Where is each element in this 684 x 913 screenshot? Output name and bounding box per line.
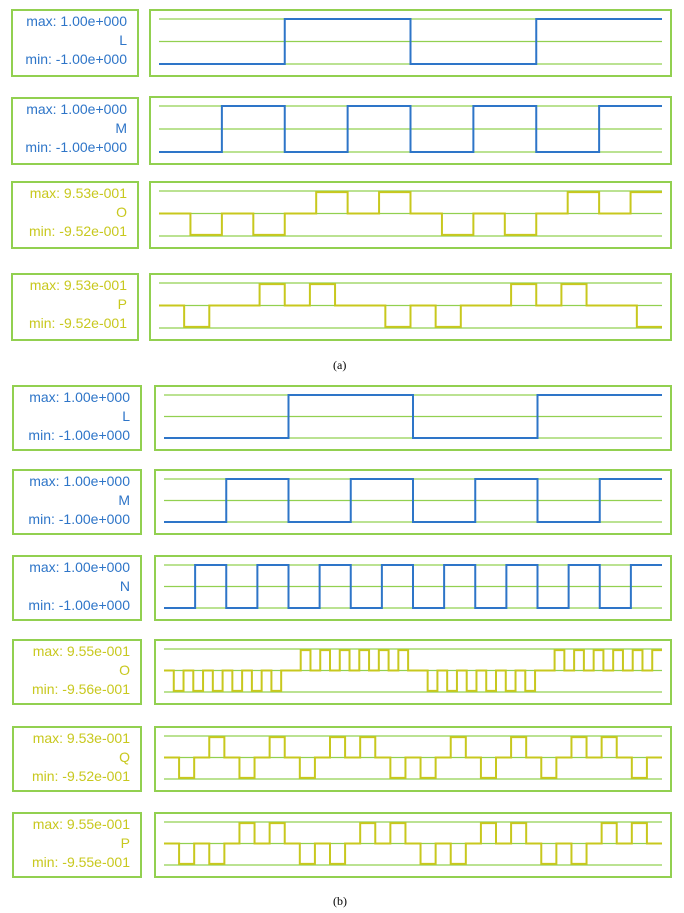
waveform-line-p	[159, 284, 662, 327]
waveform-line-p	[164, 823, 662, 864]
max-label: max: 1.00e+000	[29, 389, 130, 405]
waveform-plot-a-m	[149, 96, 672, 165]
max-label: max: 9.53e-001	[29, 185, 127, 201]
waveform-svg	[156, 814, 670, 876]
min-label: min: -9.52e-001	[28, 223, 127, 239]
max-label: max: 9.53e-001	[29, 277, 127, 293]
signal-name: M	[115, 120, 127, 136]
signal-name: L	[119, 32, 127, 48]
waveform-svg	[151, 98, 670, 163]
signal-name: P	[117, 296, 127, 312]
waveform-plot-a-l	[149, 9, 672, 77]
waveform-plot-a-p	[149, 273, 672, 341]
signal-label-a-m	[11, 97, 139, 165]
waveform-svg	[151, 11, 670, 75]
signal-name: P	[120, 835, 130, 851]
waveform-line-q	[164, 737, 662, 778]
min-label: min: -9.52e-001	[31, 768, 130, 784]
min-label: min: -1.00e+000	[28, 427, 130, 443]
max-label: max: 9.55e-001	[32, 643, 130, 659]
signal-label-b-n	[12, 555, 142, 621]
min-label: min: -9.52e-001	[28, 315, 127, 331]
signal-name: O	[116, 204, 127, 220]
max-label: max: 9.55e-001	[32, 816, 130, 832]
min-label: min: -1.00e+000	[25, 51, 127, 67]
signal-label-b-p	[12, 812, 142, 878]
waveform-svg	[156, 641, 670, 703]
waveform-plot-b-p	[154, 812, 672, 878]
waveform-svg	[151, 183, 670, 247]
waveform-plot-b-m	[154, 469, 672, 535]
signal-label-a-l	[11, 9, 139, 77]
min-label: min: -9.55e-001	[31, 854, 130, 870]
waveform-svg	[156, 557, 670, 619]
waveform-plot-a-o	[149, 181, 672, 249]
min-label: min: -9.56e-001	[31, 681, 130, 697]
signal-name: M	[118, 492, 130, 508]
max-label: max: 1.00e+000	[26, 101, 127, 117]
waveform-svg	[156, 387, 670, 449]
signal-label-b-o	[12, 639, 142, 705]
signal-name: Q	[119, 749, 130, 765]
min-label: min: -1.00e+000	[28, 597, 130, 613]
waveform-plot-b-l	[154, 385, 672, 451]
waveform-svg	[151, 275, 670, 339]
waveform-plot-b-n	[154, 555, 672, 621]
max-label: max: 9.53e-001	[32, 730, 130, 746]
signal-label-b-m	[12, 469, 142, 535]
min-label: min: -1.00e+000	[28, 511, 130, 527]
signal-name: O	[119, 662, 130, 678]
waveform-svg	[156, 728, 670, 790]
max-label: max: 1.00e+000	[29, 473, 130, 489]
signal-label-a-p	[11, 273, 139, 341]
max-label: max: 1.00e+000	[26, 13, 127, 29]
waveform-plot-b-o	[154, 639, 672, 705]
caption-a: (a)	[333, 358, 347, 372]
waveform-svg	[156, 471, 670, 533]
signal-label-a-o	[11, 181, 139, 249]
signal-label-b-l	[12, 385, 142, 451]
signal-name: L	[122, 408, 130, 424]
signal-name: N	[119, 578, 130, 594]
max-label: max: 1.00e+000	[29, 559, 130, 575]
waveform-plot-b-q	[154, 726, 672, 792]
min-label: min: -1.00e+000	[25, 139, 127, 155]
signal-label-b-q	[12, 726, 142, 792]
caption-b: (b)	[333, 894, 347, 908]
